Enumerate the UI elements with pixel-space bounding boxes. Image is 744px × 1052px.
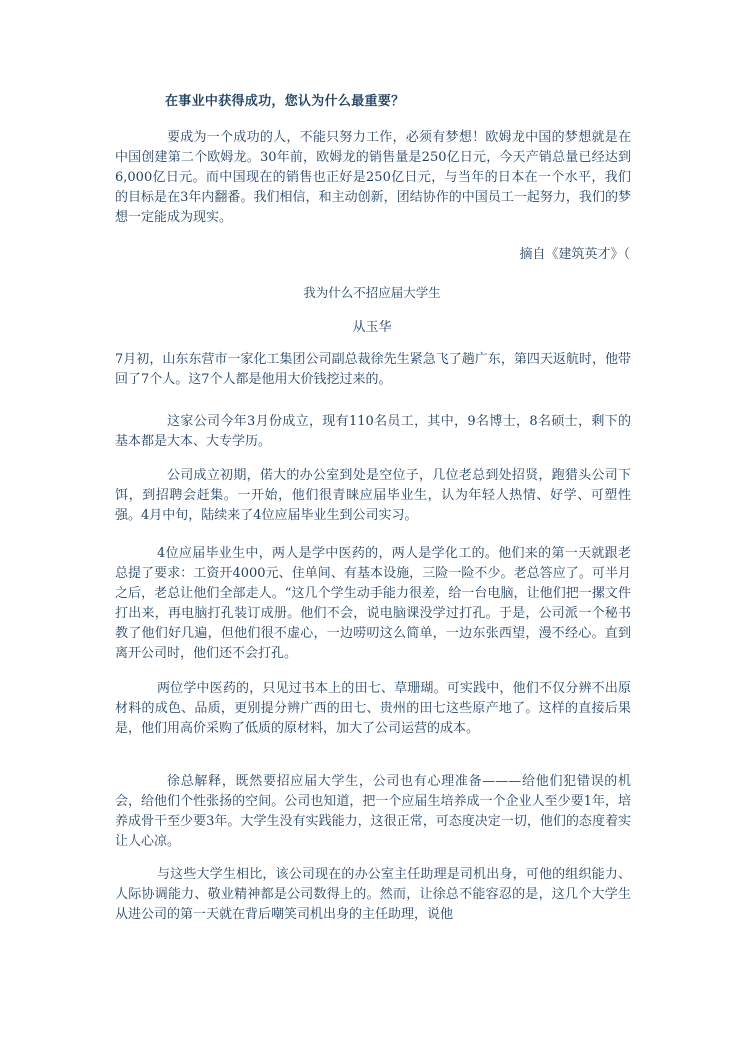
intro-paragraph: 要成为一个成功的人，不能只努力工作，必须有梦想！欧姆龙中国的梦想就是在中国创建第二个欧姆龙。30年前，欧姆龙的销售量是250亿日元，今天产销总量已经达到6,000亿日元。而中国现在的销售也正好是250亿日元，与当年的日本在一个水平，我们的目标是在3年内翻番。我们相信，和主动创新，团结协作的中国员工一起努力，我们的梦想一定能成为现实。 — [115, 130, 631, 225]
article-title: 我为什么不招应届大学生 — [303, 285, 441, 300]
article-paragraph: 这家公司今年3月份成立，现有110名员工，其中，9名博士，8名硕士，剩下的基本都是大本、大专学历。 — [115, 414, 631, 449]
article-paragraph: 公司成立初期，偌大的办公室到处是空位子，几位老总到处招贤，跑猎头公司下饵，到招聘会赶集。一开始，他们很青睐应届毕业生，认为年轻人热情、好学、可塑性强。4月中旬，陆续来了4位应届毕业生到公司实习。 — [115, 468, 631, 523]
article-paragraph: 徐总解释，既然要招应届大学生，公司也有心理准备———给他们犯错误的机会，给他们个性张扬的空间。公司也知道，把一个应届生培养成一个企业人至少要1年，培养成骨干至少要3年。大学生没有实践能力，这很正常，可态度决定一切，他们的态度着实让人心凉。 — [115, 774, 631, 849]
source-citation: 摘自《建筑英才》（ — [519, 247, 630, 262]
section-heading: 在事业中获得成功，您认为什么最重要？ — [165, 94, 405, 109]
article-paragraph: 与这些大学生相比，该公司现在的办公室主任助理是司机出身，可他的组织能力、人际协调能力、敬业精神都是公司数得上的。然而，让徐总不能容忍的是，这几个大学生从进公司的第一天就在背后嘲笑司机出身的主任助理，说他 — [115, 867, 631, 922]
article-paragraph: 两位学中医药的，只见过书本上的田七、草珊瑚。可实践中，他们不仅分辨不出原材料的成色、品质，更别提分辨广西的田七、贵州的田七这些原产地了。这样的直接后果是，他们用高价采购了低质的原材料，加大了公司运营的成本。 — [115, 681, 631, 736]
article-paragraph: 4位应届毕业生中，两人是学中医药的，两人是学化工的。他们来的第一天就跟老总提了要求：工资开4000元、住单间、有基本设施，三险一险不少。老总答应了。可半月之后，老总让他们全部走人。“这几个学生动手能力很差，给一台电脑，让他们把一摞文件打出来，再电脑打孔装订成册。他们不会，说电脑课没学过打孔。于是，公司派一个秘书教了他们好几遍，但他们很不虚心，一边唠叨这么简单，一边东张西望，漫不经心。直到离开公司时，他们还不会打孔。 — [115, 546, 631, 661]
article-author: 从玉华 — [352, 320, 392, 335]
article-paragraph: 7月初，山东东营市一家化工集团公司副总裁徐先生紧急飞了趟广东，第四天返航时，他带回了7个人。这7个人都是他用大价钱挖过来的。 — [115, 352, 631, 387]
